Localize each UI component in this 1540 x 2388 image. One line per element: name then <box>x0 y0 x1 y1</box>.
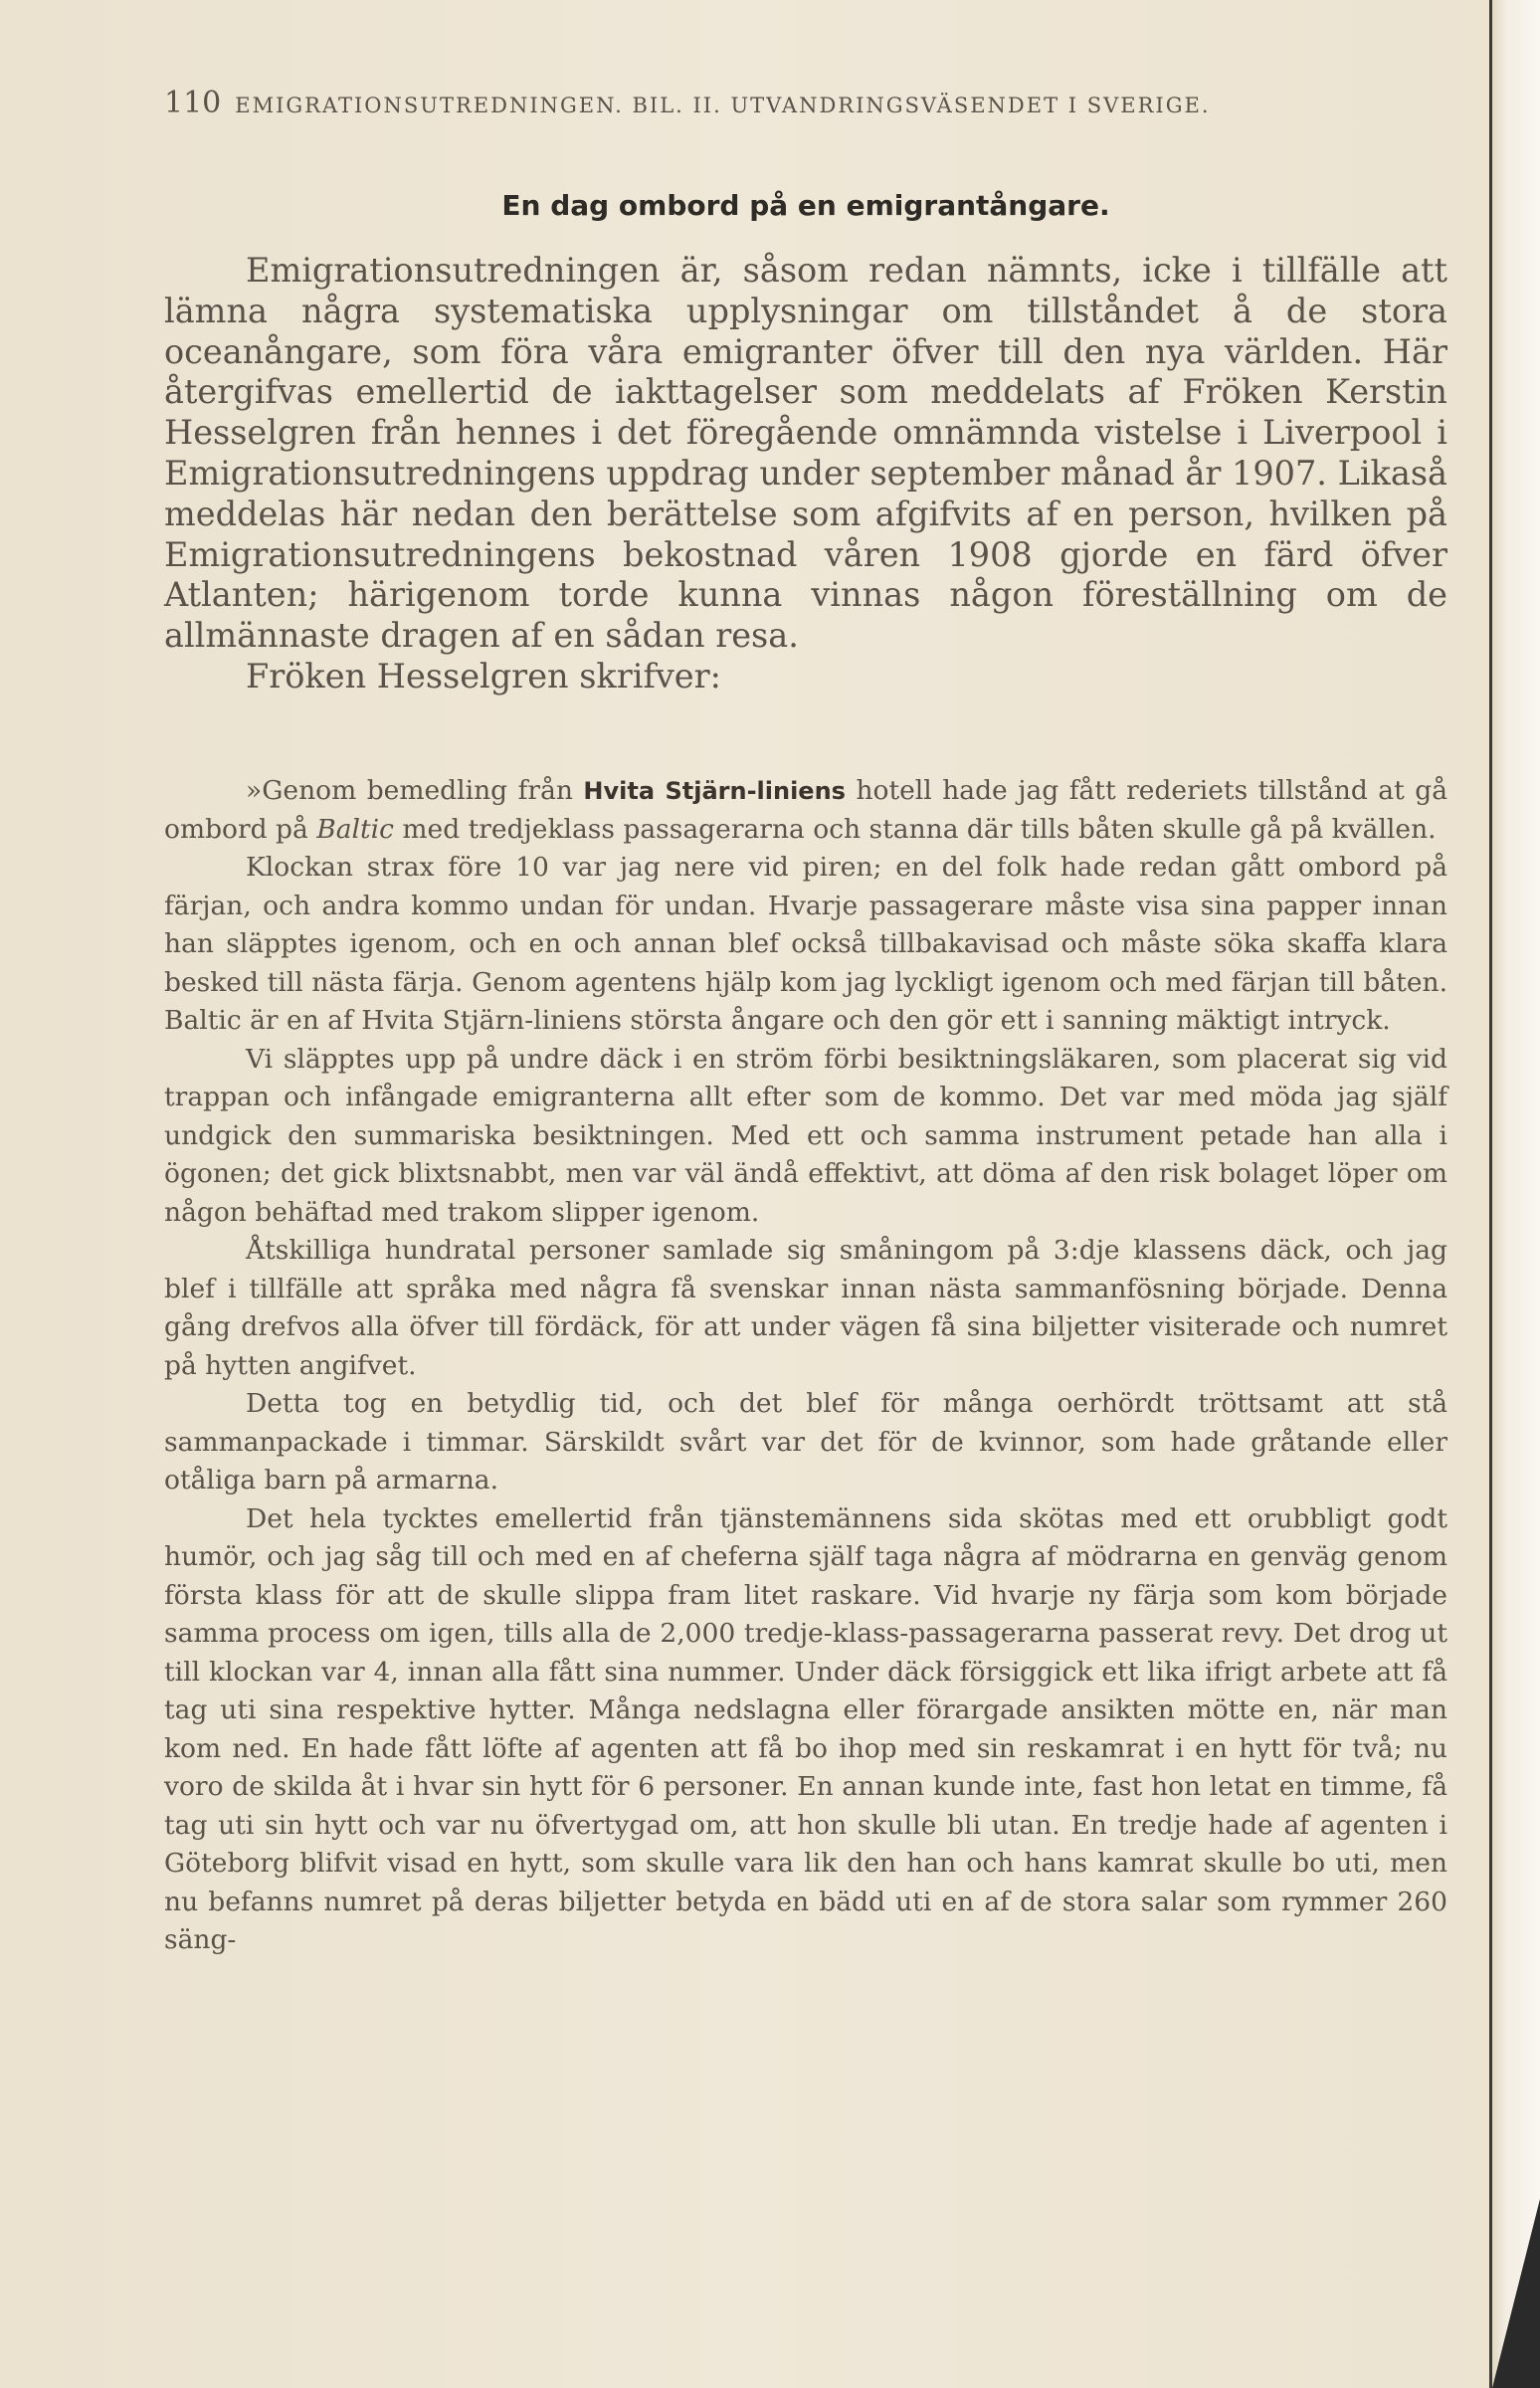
letter-paragraph: Det hela tycktes emellertid från tjänstemännens sida skötas med ett orubbligt godt humör, och jag såg till och med en af cheferna själf taga några af mödrarna en genväg genom första klass för att de skulle slippa fram litet raskare. Vid hvarje ny färja som kom började samma process om igen, tills alla de 2,000 tredje-klass-passagerarna passerat revy. Det drog ut till klockan var 4, innan alla fått sina nummer. Under däck försiggick ett lika ifrigt arbete att få tag uti sina respektive hytter. Många nedslagna eller förargade ansikten mötte en, när man kom ned. En hade fått löfte af agenten att få bo ihop med sin reskamrat i en hytt för två; nu voro de skilda åt i hvar sin hytt för 6 personer. En annan kunde inte, fast hon letat en timme, få tag uti sin hytt och var nu öfvertygad om, att hon skulle bli utan. En tredje hade af agenten i Göteborg blifvit visad en hytt, som skulle vara lik den han och hans kamrat skulle bo uti, men nu befanns numret på deras biljetter betyda en bädd uti en af de stora salar som rymmer 260 säng- <box>164 1502 1447 1955</box>
letter-paragraph <box>164 772 1447 849</box>
section-title: En dag ombord på en emigrantångare. <box>501 189 1110 222</box>
intro-paragraph: Fröken Hesselgren skrifver: <box>246 656 721 696</box>
running-header <box>164 86 1447 120</box>
intro-text <box>164 251 1447 697</box>
shipping-line-name: Hvita Stjärn-liniens <box>583 777 846 805</box>
intro-paragraph: Emigrationsutredningen är, såsom redan nämnts, icke i tillfälle att lämna några systematiska upplysningar om tillståndet å de stora oceanångare, som föra våra emigranter öfver till den nya världen. Här återgifvas emellertid de iakttagelser som meddelats af Fröken Kerstin Hesselgren från hennes i det föregående omnämnda vistelse i Liverpool i Emigrationsutredningens uppdrag under september månad år 1907. Likaså meddelas här nedan den berättelse som afgifvits af en person, hvilken på Emigrationsutredningens bekostnad våren 1908 gjorde en färd öfver Atlanten; härigenom torde kunna vinnas någon föreställning om de allmännaste dragen af en sådan resa. <box>164 251 1447 656</box>
page-number: 110 <box>164 86 222 120</box>
page-corner-shadow <box>1492 2199 1540 2388</box>
running-title: EMIGRATIONSUTREDNINGEN. BIL. II. UTVANDRINGSVÄSENDET I SVERIGE. <box>235 94 1211 117</box>
page-edge <box>1489 0 1540 2388</box>
letter-paragraph: Åtskilliga hundratal personer samlade sig småningom på 3:dje klassens däck, och jag blef i tillfälle att språka med några få svenskar innan nästa sammanfösning började. Denna gång drefvos alla öfver till fördäck, för att under vägen få sina biljetter visiterade och numret på hytten angifvet. <box>164 1235 1447 1381</box>
letter-text <box>164 772 1447 1960</box>
text-run: hotell hade jag fått rederiets tillstånd at gå ombord på <box>164 775 1447 845</box>
ship-name: Baltic <box>316 813 394 845</box>
text-run: »Genom bemedling från <box>246 775 584 806</box>
text-run: med tredjeklass passagerarna och stanna där tills båten skulle gå på kvällen. <box>393 813 1437 845</box>
letter-paragraph: Detta tog en betydlig tid, och det blef för många oerhördt tröttsamt att stå sammanpackade i timmar. Särskildt svårt var det för de kvinnor, som hade gråtande eller otåliga barn på armarna. <box>164 1388 1447 1495</box>
letter-paragraph: Klockan strax före 10 var jag nere vid piren; en del folk hade redan gått ombord på färjan, och andra kommo undan för undan. Hvarje passagerare måste visa sina papper innan han släpptes igenom, och en och annan blef också tillbakavisad och måste söka skaffa klara besked till nästa färja. Genom agentens hjälp kom jag lyckligt igenom och med färjan till båten. Baltic är en af Hvita Stjärn-liniens största ångare och den gör ett i sanning mäktigt intryck. <box>164 852 1447 1036</box>
letter-paragraph: Vi släpptes upp på undre däck i en ström förbi besiktningsläkaren, som placerat sig vid trappan och infångade emigranterna allt efter som de kommo. Det var med möda jag själf undgick den summariska besiktningen. Med ett och samma instrument petade han alla i ögonen; det gick blixtsnabbt, men var väl ändå effektivt, att döma af den risk bolaget löper om någon behäftad med trakom slipper igenom. <box>164 1043 1447 1228</box>
